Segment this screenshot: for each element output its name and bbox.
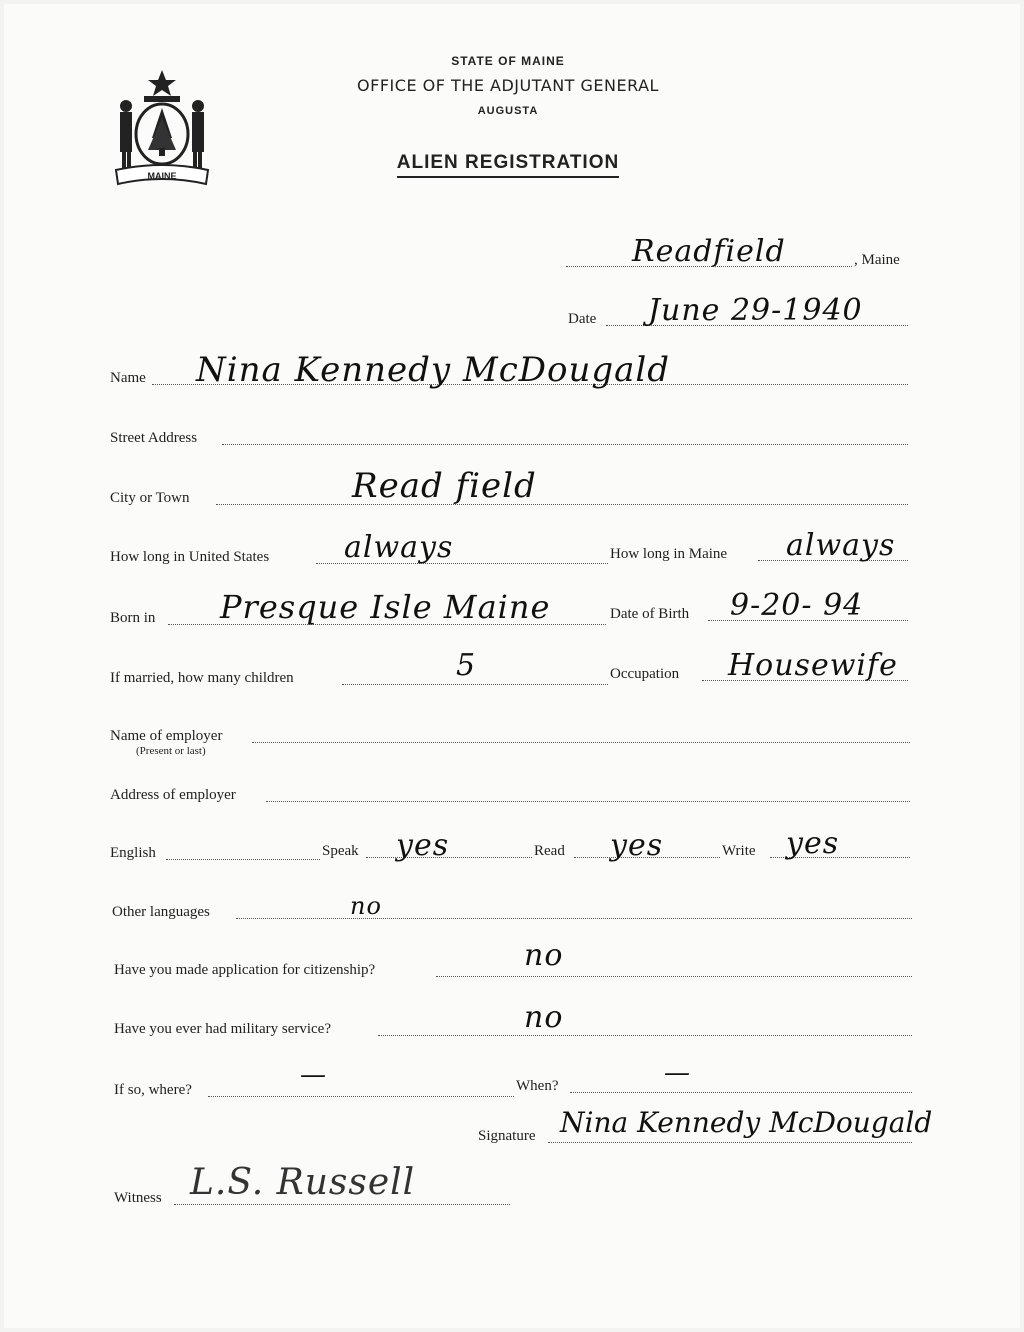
date-value: June 29-1940 [648,293,863,328]
occupation-label: Occupation [610,666,680,682]
header-office: OFFICE OF THE ADJUTANT GENERAL [357,76,659,95]
maine-suffix-label: , Maine [854,252,900,268]
street-address-label: Street Address [110,430,198,446]
witness-value: L.S. Russell [190,1162,416,1203]
read-value: yes [610,828,664,863]
write-label: Write [722,843,756,859]
employer-label: Name of employer [110,728,223,744]
header-city: AUGUSTA [477,105,539,117]
maine-duration-value: always [786,528,896,563]
military-value: no [524,1000,564,1035]
place-value: Readfield [632,234,786,269]
us-duration-value: always [344,530,454,565]
write-value: yes [786,826,840,861]
form-title: ALIEN REGISTRATION [397,152,619,178]
name-label: Name [110,370,146,386]
where-value: — [300,1060,327,1090]
witness-label: Witness [114,1190,162,1206]
us-duration-label: How long in United States [110,549,270,565]
employer-sublabel: (Present or last) [136,745,206,757]
speak-value: yes [396,828,450,863]
signature-value: Nina Kennedy McDougald [560,1106,933,1139]
when-label: When? [516,1078,559,1094]
header-state: STATE OF MAINE [451,54,565,68]
other-languages-value: no [350,892,382,920]
born-in-value: Presque Isle Maine [220,588,551,626]
when-value: — [664,1058,691,1088]
citizenship-value: no [524,938,564,973]
dob-label: Date of Birth [610,606,690,622]
city-label: City or Town [110,490,190,506]
maine-duration-label: How long in Maine [610,546,728,562]
speak-label: Speak [322,843,359,859]
children-label: If married, how many children [110,670,294,686]
dob-value: 9-20- 94 [730,588,864,623]
english-label: English [110,845,156,861]
read-label: Read [534,843,565,859]
city-value: Read field [352,466,537,506]
born-in-label: Born in [110,610,156,626]
signature-label: Signature [478,1128,536,1144]
children-value: 5 [456,648,477,683]
name-value: Nina Kennedy McDougald [196,350,671,390]
seal-banner-text: MAINE [147,171,177,181]
occupation-value: Housewife [728,648,898,683]
state-seal-icon [110,68,214,188]
where-label: If so, where? [114,1082,192,1098]
employer-address-label: Address of employer [110,787,236,803]
military-label: Have you ever had military service? [114,1021,331,1037]
other-languages-label: Other languages [112,904,210,920]
citizenship-label: Have you made application for citizenship? [114,962,376,978]
date-label: Date [568,311,597,327]
